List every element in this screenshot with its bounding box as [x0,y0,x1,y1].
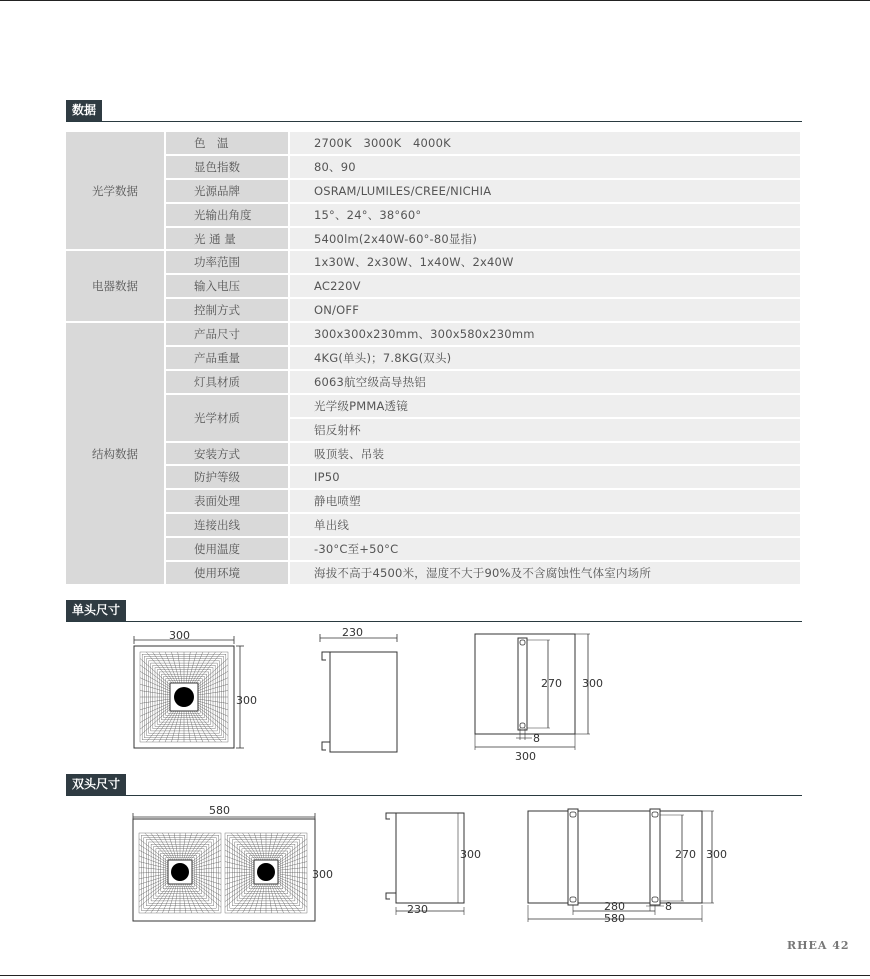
double-side-height: 300 [460,848,481,861]
spec-value: IP50 [290,466,802,490]
spec-label: 使用温度 [166,538,290,562]
spec-row [66,490,802,514]
spec-label: 产品尺寸 [166,323,290,347]
section-header-data [66,100,802,122]
spec-value: -30°C至+50°C [290,538,802,562]
single-back-drawing [470,630,610,755]
single-front-width: 300 [169,629,190,642]
spec-row [66,562,802,586]
spec-value: 海拔不高于4500米，湿度不大于90%及不含腐蚀性气体室内场所 [290,562,802,586]
top-rule [0,0,870,1]
spec-row [66,323,802,347]
single-back-gap: 8 [533,732,540,745]
spec-label: 表面处理 [166,490,290,514]
spec-row [66,180,802,204]
section-title-double: 双头尺寸 [66,774,126,795]
spec-row [66,299,802,323]
single-back-width: 300 [515,750,536,763]
spec-group-label: 电器数据 [66,251,166,323]
double-back-spacing: 280 [604,900,625,913]
section-header-single [66,600,802,622]
spec-label: 连接出线 [166,514,290,538]
double-front-height: 300 [312,868,333,881]
spec-table [66,132,802,586]
spec-row [66,538,802,562]
spec-value: 光学级PMMA透镜 [290,395,802,419]
spec-label: 光输出角度 [166,204,290,228]
spec-value: 静电喷塑 [290,490,802,514]
spec-value: 单出线 [290,514,802,538]
spec-row [66,204,802,228]
spec-label: 光 通 量 [166,228,290,252]
single-side-drawing [310,630,410,755]
spec-value: AC220V [290,275,802,299]
section-title-data: 数据 [66,100,102,121]
spec-value: 15°、24°、38°60° [290,204,802,228]
bottom-rule [0,975,870,976]
spec-row [66,251,802,275]
double-front-drawing [125,805,325,925]
spec-label: 光源品牌 [166,180,290,204]
spec-label: 灯具材质 [166,371,290,395]
spec-value: 1x30W、2x30W、1x40W、2x40W [290,251,802,275]
spec-value: 4KG(单头)；7.8KG(双头) [290,347,802,371]
spec-value: 300x300x230mm、300x580x230mm [290,323,802,347]
spec-row [66,371,802,395]
spec-label: 安装方式 [166,443,290,467]
spec-row [66,347,802,371]
spec-group-label: 结构数据 [66,323,166,586]
spec-label: 光学材质 [166,395,290,443]
spec-value: 2700K 3000K 4000K [290,132,802,156]
spec-group-label: 光学数据 [66,132,166,251]
double-front-width: 580 [209,804,230,817]
double-back-inner: 270 [675,848,696,861]
spec-row [66,156,802,180]
page-footer: RHEA 42 [787,939,850,952]
spec-value: 吸顶装、吊装 [290,443,802,467]
spec-label: 产品重量 [166,347,290,371]
spec-row [66,228,802,252]
spec-row [66,132,802,156]
double-back-width: 580 [604,912,625,925]
single-back-height: 300 [582,677,603,690]
spec-label: 色 温 [166,132,290,156]
spec-value: 铝反射杯 [290,419,802,443]
double-side-drawing [378,805,478,925]
spec-label: 控制方式 [166,299,290,323]
double-back-height: 300 [706,848,727,861]
section-header-double [66,774,802,796]
spec-row [66,275,802,299]
spec-row [66,466,802,490]
spec-value: 6063航空级高导热铝 [290,371,802,395]
single-back-inner: 270 [541,677,562,690]
section-title-single: 单头尺寸 [66,600,126,621]
spec-value: 80、90 [290,156,802,180]
spec-label: 防护等级 [166,466,290,490]
double-back-gap: 8 [665,900,672,913]
spec-label: 显色指数 [166,156,290,180]
spec-value: OSRAM/LUMILES/CREE/NICHIA [290,180,802,204]
spec-row [66,443,802,467]
spec-value: 5400lm(2x40W-60°-80显指) [290,228,802,252]
single-front-drawing [120,630,270,755]
spec-value: ON/OFF [290,299,802,323]
spec-label: 功率范围 [166,251,290,275]
spec-label: 输入电压 [166,275,290,299]
double-back-drawing [520,805,735,925]
spec-row [66,395,802,419]
double-side-width: 230 [407,903,428,916]
spec-label: 使用环境 [166,562,290,586]
spec-row [66,514,802,538]
single-side-width: 230 [342,626,363,639]
single-front-height: 300 [236,694,257,707]
